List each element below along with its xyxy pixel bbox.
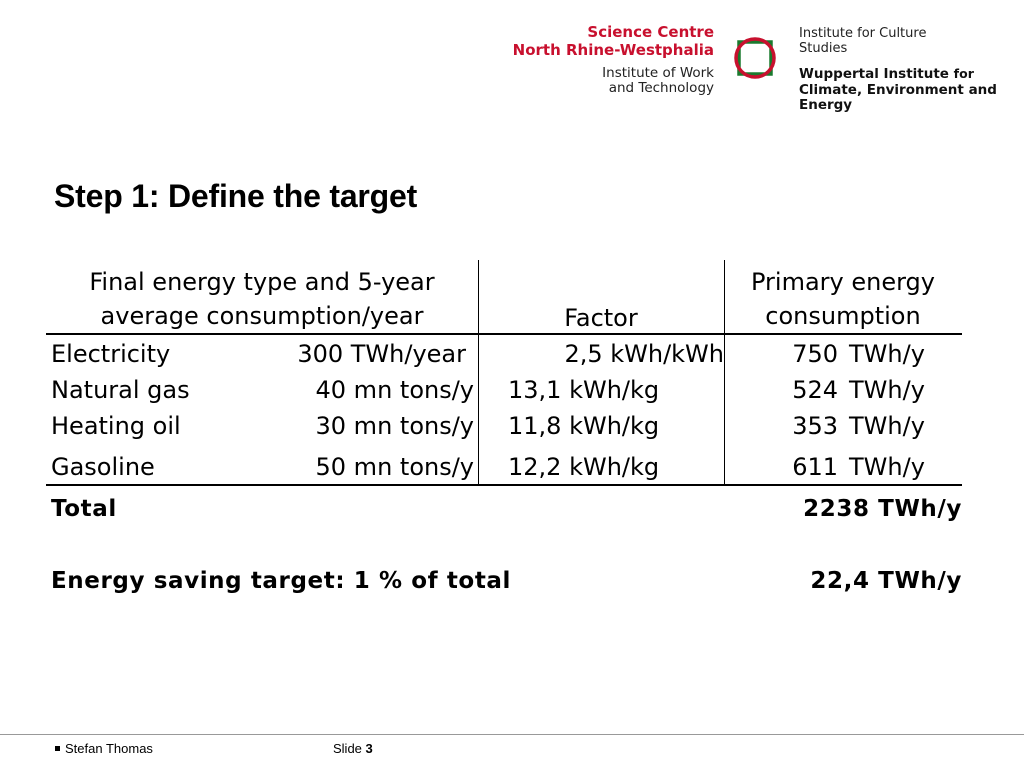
wuppertal-name (799, 66, 974, 82)
row-naturalgas-consumption: 40 mn tons/y (315, 376, 474, 404)
header-col1-line2: average consumption/year (100, 302, 424, 330)
target-value: 22,4 TWh/y (810, 568, 962, 594)
row-gasoline-factor: 12,2 kWh/kg (508, 453, 660, 481)
header-col2: Factor (564, 304, 638, 332)
footer-author-text: Stefan Thomas (65, 741, 153, 756)
slide-title: Step 1: Define the target (54, 178, 418, 214)
footer-slide (333, 741, 373, 756)
row-gasoline-type: Gasoline (51, 453, 155, 481)
row-naturalgas-factor: 13,1 kWh/kg (508, 376, 660, 404)
table-body-rule (46, 484, 962, 486)
row-naturalgas-primary-unit: TWh/y (849, 376, 925, 404)
row-naturalgas-primary-value: 524 (792, 376, 838, 404)
wuppertal-for-text: for (953, 66, 974, 81)
science-centre-sub-line-2: and Technology (608, 80, 714, 96)
footer-slide-label: Slide (333, 741, 362, 756)
institute-logo-icon (733, 36, 777, 80)
science-centre-line-2: North Rhine-Westphalia (512, 41, 714, 59)
culture-line-1: Institute for Culture (799, 26, 927, 41)
row-electricity-primary-unit: TWh/y (849, 340, 925, 368)
row-electricity-consumption: 300 TWh/year (297, 340, 466, 368)
footer-author (55, 741, 153, 756)
wuppertal-name-text: Wuppertal Institute (799, 66, 949, 82)
row-heatingoil-factor: 11,8 kWh/kg (508, 412, 660, 440)
total-label: Total (51, 496, 117, 522)
footer-slide-number: 3 (365, 741, 373, 756)
header-col1-line1: Final energy type and 5-year (89, 268, 435, 296)
table-divider-1 (478, 260, 479, 485)
footer-rule (0, 734, 1024, 735)
bullet-icon (55, 746, 60, 751)
row-electricity-type: Electricity (51, 340, 171, 368)
row-naturalgas-type: Natural gas (51, 376, 190, 404)
row-gasoline-primary-value: 611 (792, 453, 838, 481)
total-value: 2238 TWh/y (803, 496, 962, 522)
row-heatingoil-consumption: 30 mn tons/y (315, 412, 474, 440)
science-centre-sub-line-1: Institute of Work (602, 65, 714, 81)
row-heatingoil-primary-value: 353 (792, 412, 838, 440)
row-electricity-factor: 2,5 kWh/kWh (564, 340, 724, 368)
header-col3-line1: Primary energy (751, 268, 935, 296)
row-heatingoil-primary-unit: TWh/y (849, 412, 925, 440)
row-gasoline-consumption: 50 mn tons/y (315, 453, 474, 481)
wuppertal-line-2: Climate, Environment and (799, 82, 997, 98)
row-gasoline-primary-unit: TWh/y (849, 453, 925, 481)
science-centre-line-1: Science Centre (587, 23, 714, 41)
culture-line-2: Studies (799, 41, 848, 56)
target-label: Energy saving target: 1 % of total (51, 568, 512, 594)
header-col3-line2: consumption (765, 302, 921, 330)
wuppertal-line-3: Energy (799, 97, 853, 113)
row-heatingoil-type: Heating oil (51, 412, 181, 440)
row-electricity-primary-value: 750 (792, 340, 838, 368)
table-header-rule (46, 333, 962, 335)
